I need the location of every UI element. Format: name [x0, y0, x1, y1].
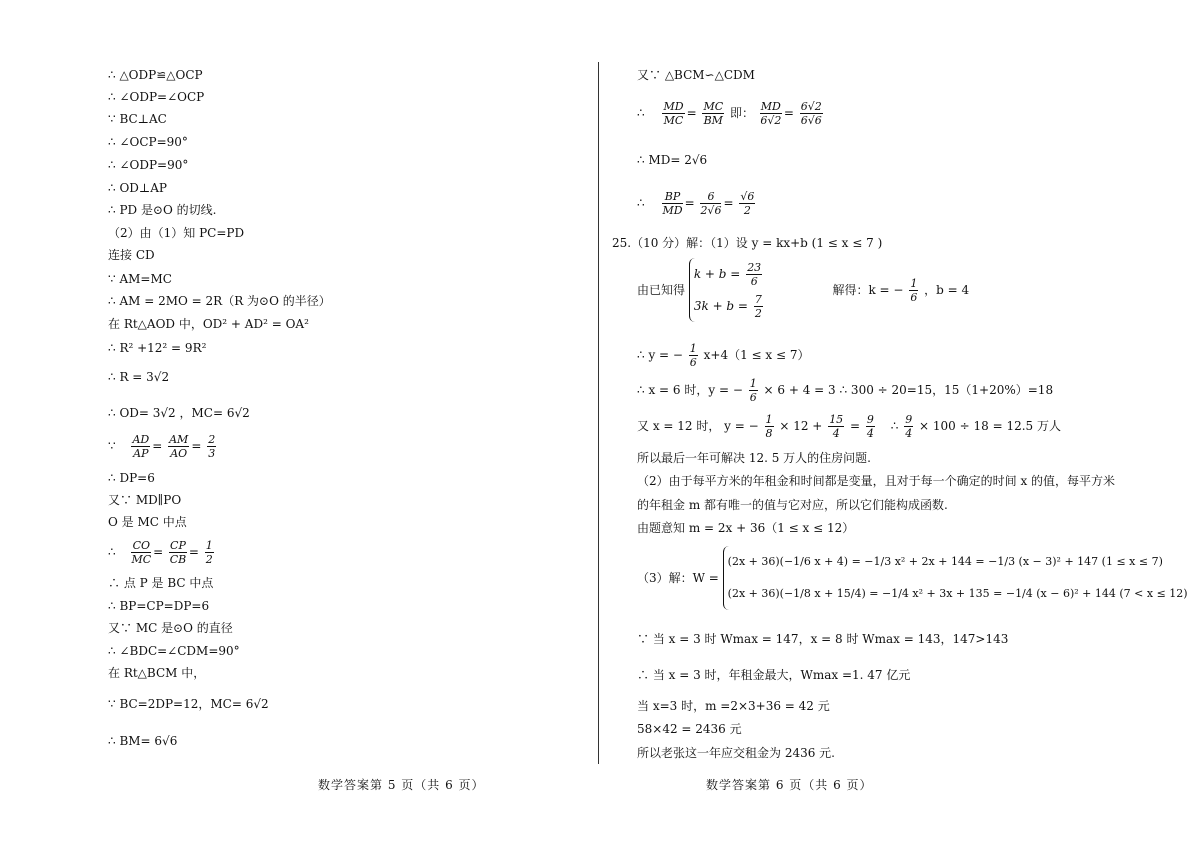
- fraction-equation: ∴ $\frac{MD}{MC}$ = $\frac{MC}{BM}$ 即： $\frac{MD}{6√2}$ = $\frac{6√2}{6√6}$: [637, 100, 822, 127]
- function-line: ∴ y = − $\frac{1}{6}$ x+4（1 ≤ x ≤ 7）: [637, 342, 810, 369]
- text-line: 的年租金 m 都有唯一的值与它对应，所以它们能构成函数.: [637, 498, 948, 512]
- fraction-equation: ∴ $\frac{BP}{MD}$ = $\frac{6}{2√6}$ = $\frac{√6}{2}$: [637, 190, 755, 217]
- text-line: ∴ DP=6: [108, 471, 155, 485]
- text-line: ∴ ∠ODP=90°: [108, 158, 189, 172]
- text-line: ∵ AM=MC: [108, 272, 172, 286]
- text-line: （2）由（1）知 PC=PD: [108, 226, 245, 240]
- text-line: ∴ R = 3√2: [108, 370, 170, 384]
- calc-line: ∴ x = 6 时，y = − $\frac{1}{6}$ × 6 + 4 = 3 ∴ 300 ÷ 20=15，15（1+20%）=18: [637, 377, 1054, 404]
- equation-system: 由已知得 k + b = $\frac{23}{6}$ 3k + b = $\frac{7}{2}$ 解得：k = − $\frac{1}{6}$ ，b = 4: [637, 258, 969, 322]
- text-line: ∴ 当 x = 3 时，年租金最大，Wmax =1. 47 亿元: [637, 668, 911, 682]
- text-line: ∴ ∠ODP=∠OCP: [108, 90, 205, 104]
- text-line: 连接 CD: [108, 248, 155, 262]
- text-line: ∴ PD 是⊙O 的切线.: [108, 203, 217, 217]
- text-line: 又∵ △BCM∽△CDM: [637, 68, 755, 82]
- text-line: 在 Rt△AOD 中，OD² + AD² = OA²: [108, 317, 309, 331]
- question-25: 25.（10 分）解：（1）设 y = kx+b (1 ≤ x ≤ 7 ): [612, 236, 883, 250]
- piecewise-function: （3）解：W = (2x + 36)(−1/6 x + 4) = −1/3 x² + 2x + 144 = −1/3 (x − 3)² + 147 (1 ≤ x ≤ 7) (2x + 36)(−1/8 x + 15/4) = −1/4 x² + 3x + 135 = −1/4 (x − 6)² + 144 (7 < x ≤ 12): [637, 546, 1188, 610]
- text-line: ∵ BC⊥AC: [108, 112, 167, 126]
- fraction-equation: ∴ $\frac{CO}{MC}$ = $\frac{CP}{CB}$ = $\frac{1}{2}$: [108, 539, 213, 566]
- text-line: ∴ ∠BDC=∠CDM=90°: [108, 644, 240, 658]
- text-line: 在 Rt△BCM 中，: [108, 666, 206, 680]
- text-line: ∴ AM = 2MO = 2R（R 为⊙O 的半径）: [108, 294, 331, 308]
- page-divider: [598, 62, 599, 764]
- text-line: ∴ MD= 2√6: [637, 153, 708, 167]
- text-line: ∴ 点 P 是 BC 中点: [108, 576, 214, 590]
- text-line: （2）由于每平方米的年租金和时间都是变量，且对于每一个确定的时间 x 的值，每平方米: [637, 474, 1116, 488]
- page-footer-left: 数学答案第 5 页（共 6 页）: [318, 778, 485, 792]
- text-line: O 是 MC 中点: [108, 515, 187, 529]
- text-line: 又∵ MC 是⊙O 的直径: [108, 621, 233, 635]
- text-line: ∴ ∠OCP=90°: [108, 135, 188, 149]
- fraction-equation: ∵ $\frac{AD}{AP}$ = $\frac{AM}{AO}$ = $\frac{2}{3}$: [108, 433, 216, 460]
- text-line: 当 x=3 时，m =2×3+36 = 42 元: [637, 699, 830, 713]
- text-line: ∴ △ODP≌△OCP: [108, 68, 203, 82]
- text-line: 又∵ MD∥PO: [108, 493, 182, 507]
- text-line: 所以最后一年可解决 12. 5 万人的住房问题.: [637, 451, 871, 465]
- text-line: 由题意知 m = 2x + 36（1 ≤ x ≤ 12）: [637, 521, 855, 535]
- text-line: 58×42 = 2436 元: [637, 722, 742, 736]
- text-line: 所以老张这一年应交租金为 2436 元.: [637, 746, 835, 760]
- page-footer-right: 数学答案第 6 页（共 6 页）: [706, 778, 873, 792]
- text-line: ∴ R² +12² = 9R²: [108, 341, 207, 355]
- text-line: ∵ BC=2DP=12，MC= 6√2: [108, 697, 269, 711]
- text-line: ∵ 当 x = 3 时 Wmax = 147，x = 8 时 Wmax = 143，147>143: [637, 632, 1009, 646]
- text-line: ∴ OD= 3√2 ，MC= 6√2: [108, 406, 250, 420]
- text-line: ∴ BM= 6√6: [108, 734, 178, 748]
- text-line: ∴ OD⊥AP: [108, 181, 167, 195]
- text-line: ∴ BP=CP=DP=6: [108, 599, 210, 613]
- calc-line: 又 x = 12 时， y = − $\frac{1}{8}$ × 12 + $\frac{15}{4}$ = $\frac{9}{4}$ ∴ $\frac{9}{4}$ × 100 ÷ 18 = 12.5 万人: [637, 413, 1061, 440]
